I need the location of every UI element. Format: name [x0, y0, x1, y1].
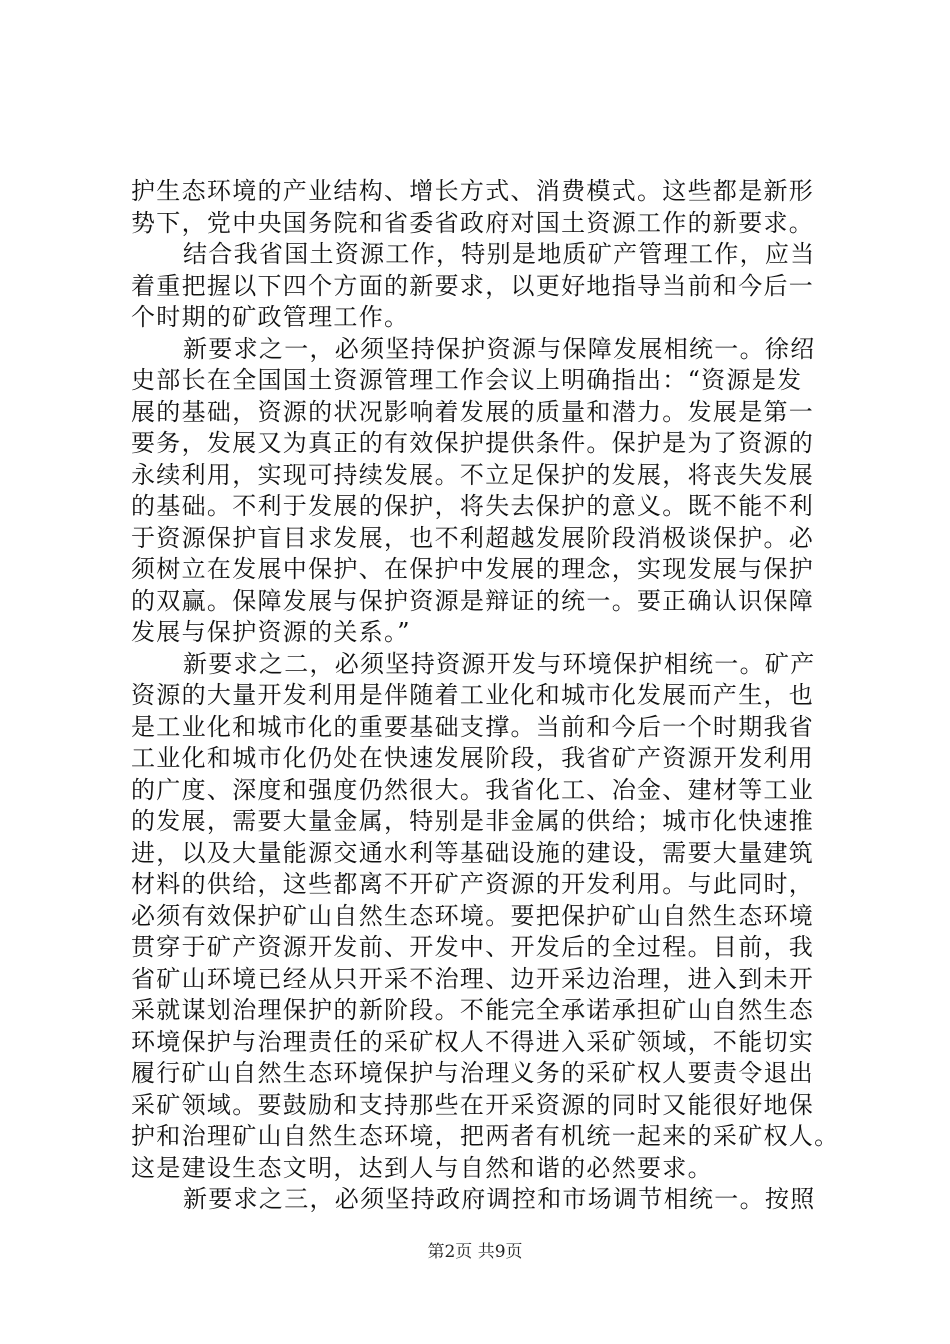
text-line: 史部长在全国国土资源管理工作会议上明确指出：“资源是发 [131, 366, 803, 394]
text-line: 要务，发展又为真正的有效保护提供条件。保护是为了资源的 [131, 429, 815, 457]
text-line: 个时期的矿政管理工作。 [131, 303, 410, 331]
text-line: 贯穿于矿产资源开发前、开发中、开发后的全过程。目前，我 [131, 933, 815, 961]
text-line: 护生态环境的产业结构、增长方式、消费模式。这些都是新形 [131, 177, 815, 205]
text-line: 新要求之一，必须坚持保护资源与保障发展相统一。徐绍 [183, 334, 816, 363]
text-line: 资源的大量开发利用是伴随着工业化和城市化发展而产生，也 [131, 681, 815, 709]
text-line: 结合我省国土资源工作，特别是地质矿产管理工作，应当 [183, 240, 816, 268]
document-body [131, 176, 840, 1216]
text-line: 必须有效保护矿山自然生态环境。要把保护矿山自然生态环境 [131, 901, 815, 930]
text-line: 工业化和城市化仍处在快速发展阶段，我省矿产资源开发利用 [131, 744, 815, 772]
text-line: 于资源保护盲目求发展，也不利超越发展阶段消极谈保护。必 [131, 523, 815, 552]
text-line: 采矿领域。要鼓励和支持那些在开采资源的同时又能很好地保 [131, 1090, 815, 1119]
text-line: 是工业化和城市化的重要基础支撑。当前和今后一个时期我省 [131, 712, 815, 741]
text-line: 材料的供给，这些都离不开矿产资源的开发利用。与此同时， [131, 870, 815, 898]
page-footer: 第2页 共9页 [427, 1242, 523, 1262]
text-line: 护和治理矿山自然生态环境，把两者有机统一起来的采矿权人。 [131, 1122, 840, 1150]
text-line: 省矿山环境已经从只开采不治理、边开采边治理，进入到未开 [131, 964, 815, 993]
text-line: 的双赢。保障发展与保护资源是辩证的统一。要正确认识保障 [131, 586, 815, 615]
text-line: 的发展，需要大量金属，特别是非金属的供给；城市化快速推 [131, 807, 815, 835]
text-line: 进，以及大量能源交通水利等基础设施的建设，需要大量建筑 [131, 838, 815, 867]
text-line: 的基础。不利于发展的保护，将失去保护的意义。既不能不利 [131, 492, 815, 520]
text-line: 的广度、深度和强度仍然很大。我省化工、冶金、建材等工业 [131, 775, 815, 804]
text-line: 须树立在发展中保护、在保护中发展的理念，实现发展与保护 [131, 555, 815, 583]
text-line: 新要求之二，必须坚持资源开发与环境保护相统一。矿产 [183, 649, 816, 678]
text-line: 势下，党中央国务院和省委省政府对国土资源工作的新要求。 [131, 208, 815, 237]
text-line: 展的基础，资源的状况影响着发展的质量和潜力。发展是第一 [131, 397, 815, 426]
text-line: 环境保护与治理责任的采矿权人不得进入采矿领域，不能切实 [131, 1027, 815, 1056]
text-line: 新要求之三，必须坚持政府调控和市场调节相统一。按照 [183, 1185, 816, 1213]
text-line: 这是建设生态文明，达到人与自然和谐的必然要求。 [131, 1153, 713, 1182]
text-line: 着重把握以下四个方面的新要求，以更好地指导当前和今后一 [131, 271, 815, 300]
text-line: 履行矿山自然生态环境保护与治理义务的采矿权人要责令退出 [131, 1059, 815, 1087]
text-line: 永续利用，实现可持续发展。不立足保护的发展，将丧失发展 [131, 460, 815, 489]
text-line: 采就谋划治理保护的新阶段。不能完全承诺承担矿山自然生态 [131, 996, 815, 1024]
text-line: 发展与保护资源的关系。” [131, 618, 411, 646]
